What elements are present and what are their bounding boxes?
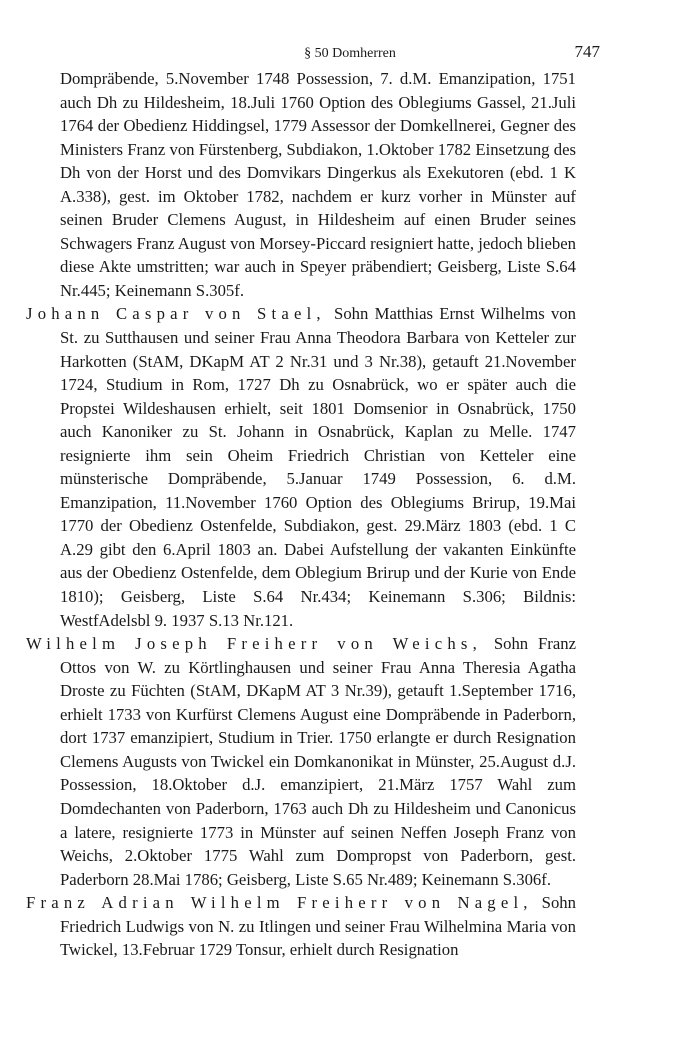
running-head: § 50 Domherren [304,46,396,61]
entry-name: Johann Caspar von Stael, [26,304,326,324]
entry-text: Sohn Matthias Ernst Wilhelms von St. zu Sutthausen und seiner Frau Anna Theodora Barbara von Ketteler zur Harkotten (StAM, DKapM AT 2 Nr.31 und 3 Nr.38), getauft 21.November 1724, Studium in Rom, 1727 Dh zu Osnabrück, wo er später auch die Propstei Wildeshausen erhielt, seit 1801 Domsenior in Osnabrück, 1750 auch Kanoniker zu St. Johann in Osnabrück, Kaplan zu Melle. 1747 resignierte ihm sein Oheim Friedrich Christian von Ketteler eine münsterische Dompräbende, 5.Januar 1749 Possession, 6. d.M. Emanzipation, 11.November 1760 Option des Oblegiums Brirup, 19.Mai 1770 der Obedienz Ostenfelde, Subdiakon, gest. 29.März 1803 (ebd. 1 C A.29 gibt den 6.April 1803 an. Dabei Aufstellung der vakanten Einkünfte aus der Obedienz Ostenfelde, dem Oblegium Brirup und der Kurie von Ende 1810); Geisberg, Liste S.64 Nr.434; Keinemann S.306; Bildnis: WestfAdelsbl 9. 1937 S.13 Nr.121. [60,304,576,630]
entry-franz-adrian-wilhelm-von-nagel [26,891,576,962]
page-number: 747 [574,42,600,61]
entry-text: Sohn Franz Ottos von W. zu Körtlinghausen und seiner Frau Anna Theresia Agatha Droste zu Füchten (StAM, DKapM AT 3 Nr.39), getauft 1.September 1716, erhielt 1733 von Kurfürst Clemens August eine Dompräbende in Paderborn, dort 1737 emanzipiert, Studium in Trier. 1750 erlangte er durch Resignation Clemens Augusts von Twickel ein Domkanonikat in Münster, 25.August d.J. Possession, 18.Oktober d.J. emanzipiert, 21.März 1757 Wahl zum Domdechanten von Paderborn, 1763 auch Dh zu Hildesheim und Canonicus a latere, resignierte 1773 in Münster auf seinen Neffen Joseph Franz von Weichs, 2.Oktober 1775 Wahl zum Dompropst von Paderborn, gest. Paderborn 28.Mai 1786; Geisberg, Liste S.65 Nr.489; Keinemann S.306f. [60,634,577,889]
entry-name: Franz Adrian Wilhelm Freiherr von Nagel, [26,893,533,913]
entry-text: Sohn Friedrich Ludwigs von N. zu Itlingen und seiner Frau Wilhelmina Maria von Twickel, 13.Februar 1729 Tonsur, erhielt durch Resignation [60,893,576,960]
entry-text: Dompräbende, 5.November 1748 Possession, 7. d.M. Emanzipation, 1751 auch Dh zu Hildesheim, 18.Juli 1760 Option des Oblegiums Gassel, 21.Juli 1764 der Obedienz Hiddingsel, 1779 Assessor der Domkellnerei, Gegner des Ministers Franz von Fürstenberg, Subdiakon, 1.Oktober 1782 Einsetzung des Dh von der Horst und des Domvikars Dingerkus als Exekutoren (ebd. 1 K A.338), gest. im Oktober 1782, nachdem er kurz vorher in Münster auf seinen Bruder Clemens August, in Hildesheim auf einen Bruder seines Schwagers Franz August von Morsey-Piccard resigniert hatte, jedoch blieben diese Akte umstritten; war auch in Speyer präbendiert; Geisberg, Liste S.64 Nr.445; Keinemann S.305f. [60,69,576,300]
entry-wilhelm-joseph-von-weichs [26,632,576,891]
page-body [26,67,576,962]
entry-name: Wilhelm Joseph Freiherr von Weichs, [26,634,482,654]
page-header [0,42,700,66]
entry-johann-caspar-von-stael [26,302,576,632]
entry-continuation [26,67,576,302]
